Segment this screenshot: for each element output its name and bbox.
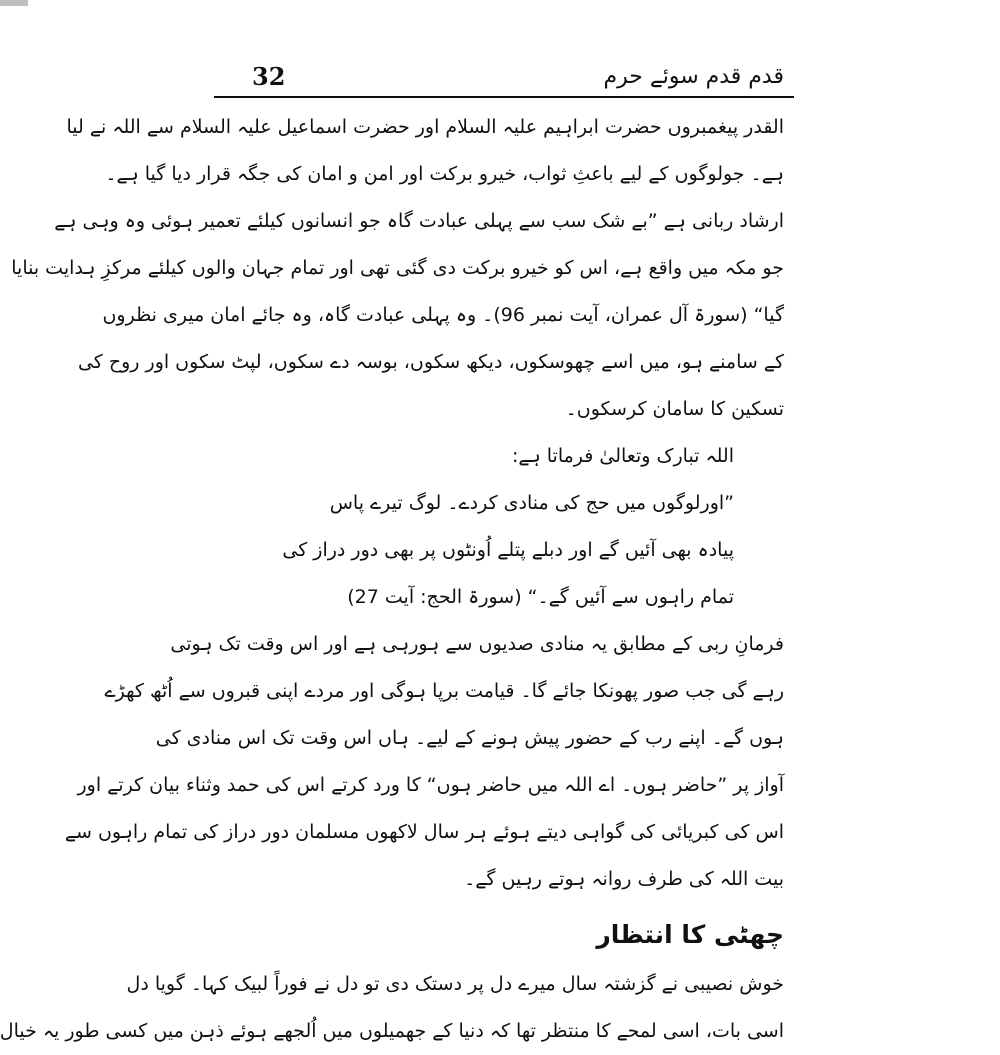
- text-line: جو مکہ میں واقع ہے، اس کو خیرو برکت دی گئی تھی اور تمام جہان والوں کیلئے مرکزِ ہدایت بنایا: [11, 257, 784, 279]
- quran-quote: [222, 433, 784, 621]
- text-line: القدر پیغمبروں حضرت ابراہیم علیہ السلام اور حضرت اسماعیل علیہ السلام سے اللہ نے لیا: [66, 116, 784, 138]
- text-line: گیا“ (سورۃ آل عمران، آیت نمبر 96)۔ وہ پہلی عبادت گاہ، وہ جائے امان میری نظروں: [102, 304, 784, 326]
- text-line: رہے گی جب صور پھونکا جائے گا۔ قیامت برپا ہوگی اور مردے اپنی قبروں سے اُٹھ کھڑے: [104, 680, 784, 702]
- paragraph-3: [0, 961, 784, 1055]
- quote-intro: اللہ تبارک وتعالیٰ فرماتا ہے:: [512, 445, 734, 467]
- text-line: ارشاد ربانی ہے ”بے شک سب سے پہلی عبادت گاہ جو انسانوں کیلئے تعمیر ہوئی وہ وہی ہے: [54, 210, 784, 232]
- paragraph-1: [11, 104, 784, 433]
- page-body: [0, 104, 784, 1055]
- quote-line: پیادہ بھی آئیں گے اور دبلے پتلے اُونٹوں پر بھی دور دراز کی: [282, 539, 734, 561]
- text-line: ہے۔ جولوگوں کے لیے باعثِ ثواب، خیرو برکت اور امن و امان کی جگہ قرار دیا گیا ہے۔: [105, 163, 784, 185]
- text-line: آواز پر ”حاضر ہوں۔ اے اللہ میں حاضر ہوں“ کا ورد کرتے اس کی حمد وثناء بیان کرتے اور: [77, 774, 784, 796]
- text-line: اس کی کبریائی کی گواہی دیتے ہوئے ہر سال لاکھوں مسلمان دور دراز کی تمام راہوں سے: [64, 821, 784, 843]
- paragraph-2: [64, 621, 784, 903]
- quote-line: تمام راہوں سے آئیں گے۔“ (سورۃ الحج: آیت 27): [347, 586, 734, 608]
- text-line: بیت اللہ کی طرف روانہ ہوتے رہیں گے۔: [464, 868, 784, 890]
- text-line: کے سامنے ہو، میں اسے چھوسکوں، دیکھ سکوں، بوسہ دے سکوں، لپٹ سکوں اور روح کی: [77, 351, 784, 373]
- text-line: فرمانِ ربی کے مطابق یہ منادی صدیوں سے ہورہی ہے اور اس وقت تک ہوتی: [170, 633, 784, 655]
- quote-line: ”اورلوگوں میں حج کی منادی کردے۔ لوگ تیرے پاس: [329, 492, 734, 514]
- page-number: 32: [252, 62, 286, 91]
- header-rule: [214, 96, 794, 98]
- running-title: قدم قدم سوئے حرم: [603, 64, 784, 89]
- scan-edge-mark: [0, 0, 28, 6]
- text-line: خوش نصیبی نے گزشتہ سال میرے دل پر دستک دی تو دل نے فوراً لبیک کہا۔ گویا دل: [126, 973, 784, 995]
- page-header: [214, 62, 784, 96]
- section-heading: چھٹی کا انتظار: [596, 920, 784, 949]
- text-line: اسی بات، اسی لمحے کا منتظر تھا کہ دنیا کے جھمیلوں میں اُلجھے ہوئے ذہن میں کسی طور یہ خیال: [0, 1020, 784, 1042]
- text-line: ہوں گے۔ اپنے رب کے حضور پیش ہونے کے لیے۔ ہاں اس وقت تک اس منادی کی: [155, 727, 784, 749]
- text-line: تسکین کا سامان کرسکوں۔: [565, 398, 784, 420]
